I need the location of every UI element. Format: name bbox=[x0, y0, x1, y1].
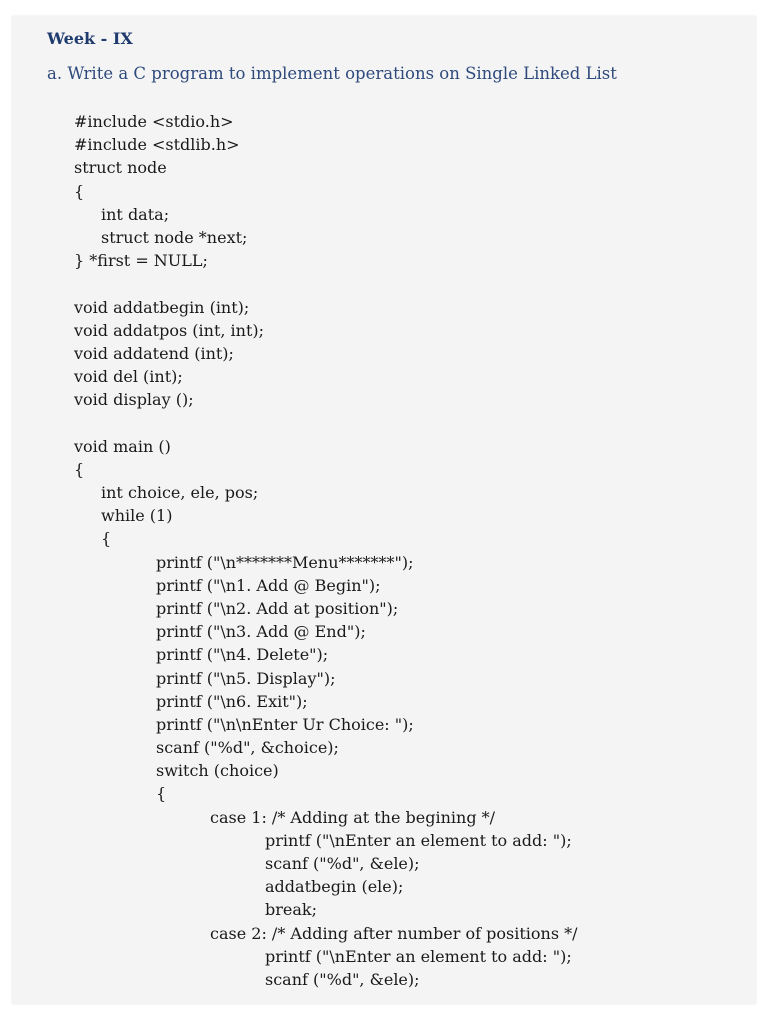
code-line: int choice, ele, pos; bbox=[101, 483, 259, 502]
code-line: struct node bbox=[74, 158, 167, 178]
code-line: void addatbegin (int); bbox=[74, 297, 250, 317]
code-line bbox=[74, 411, 578, 434]
code-line: void addatend (int); bbox=[74, 343, 234, 363]
code-line: printf ("\nEnter an element to add: "); bbox=[265, 830, 572, 850]
code-line: scanf ("%d", &choice); bbox=[156, 738, 339, 758]
code-line: while (1) bbox=[101, 506, 173, 526]
code-line: printf ("\n5. Display"); bbox=[156, 668, 336, 688]
code-line: void addatpos (int, int); bbox=[74, 320, 265, 340]
code-line: switch (choice) bbox=[156, 761, 279, 781]
code-line: case 2: /* Adding after number of positions */ bbox=[210, 923, 578, 943]
code-line: #include <stdlib.h> bbox=[74, 135, 240, 155]
week-heading: Week - IX bbox=[47, 29, 133, 48]
question-text: a. Write a C program to implement operations on Single Linked List bbox=[47, 64, 617, 83]
code-line: printf ("\nEnter an element to add: "); bbox=[265, 946, 572, 966]
code-line: struct node *next; bbox=[101, 227, 248, 247]
code-line: { bbox=[156, 784, 167, 804]
code-line: scanf ("%d", &ele); bbox=[265, 969, 420, 989]
code-line: void display (); bbox=[74, 390, 194, 410]
code-line: printf ("\n3. Add @ End"); bbox=[156, 622, 366, 642]
code-line: printf ("\n4. Delete"); bbox=[156, 645, 329, 665]
code-listing bbox=[74, 110, 578, 991]
document-page bbox=[12, 16, 756, 1004]
code-line: printf ("\n6. Exit"); bbox=[156, 691, 308, 711]
code-line: { bbox=[74, 459, 85, 479]
code-line: break; bbox=[265, 900, 317, 920]
code-line: printf ("\n2. Add at position"); bbox=[156, 598, 399, 618]
code-line: { bbox=[74, 181, 85, 201]
code-line: int data; bbox=[101, 204, 170, 224]
code-line: printf ("\n1. Add @ Begin"); bbox=[156, 575, 381, 595]
code-line: case 1: /* Adding at the begining */ bbox=[210, 807, 496, 827]
code-line: void del (int); bbox=[74, 367, 183, 387]
code-line: scanf ("%d", &ele); bbox=[265, 854, 420, 873]
code-line: } *first = NULL; bbox=[74, 251, 208, 271]
code-line: void main () bbox=[74, 436, 171, 456]
code-line: addatbegin (ele); bbox=[265, 877, 404, 897]
code-line: #include <stdio.h> bbox=[74, 112, 234, 131]
code-line: printf ("\n\nEnter Ur Choice: "); bbox=[156, 714, 414, 734]
code-line: { bbox=[101, 529, 112, 549]
code-line: printf ("\n*******Menu*******"); bbox=[156, 552, 414, 572]
code-line bbox=[74, 272, 578, 295]
